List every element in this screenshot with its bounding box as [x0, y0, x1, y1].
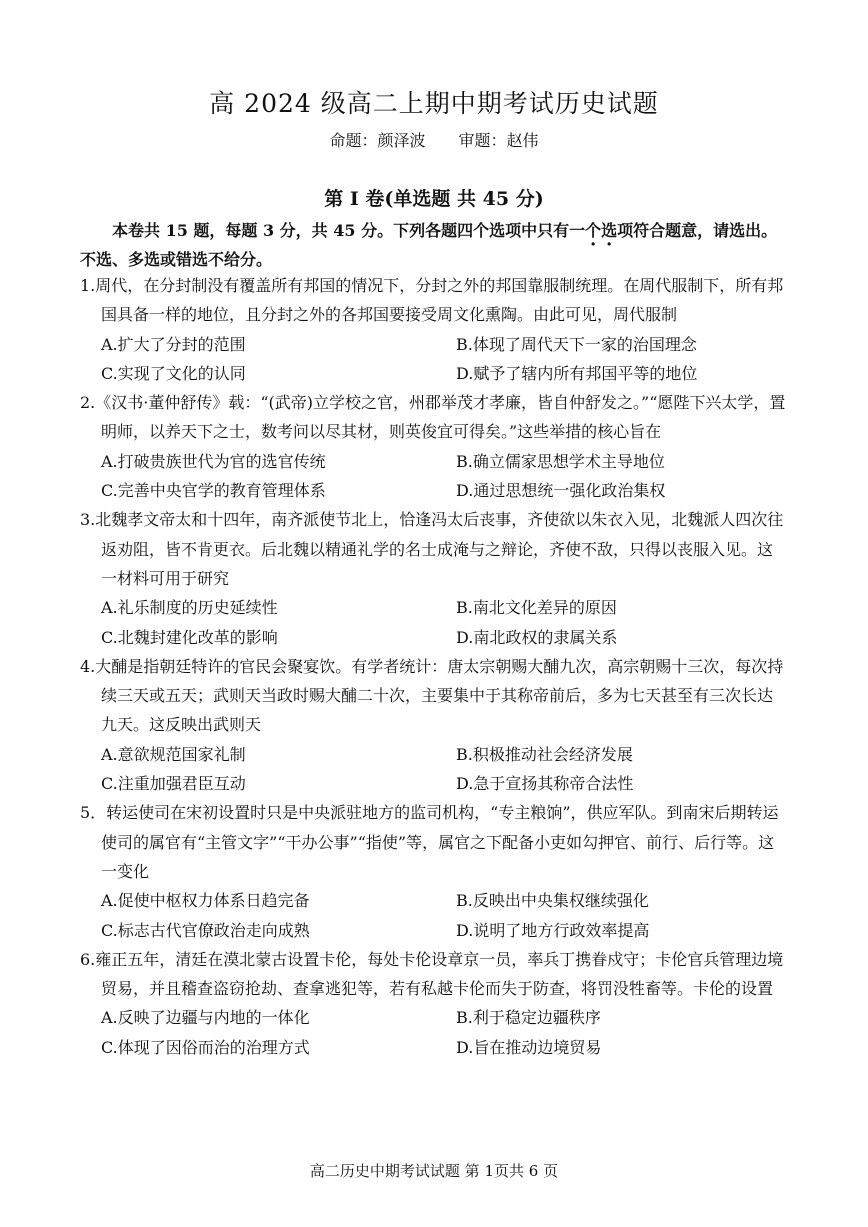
instructions-part1: 本卷共 15 题，每题 3 分，共 45 分。下列各题四个选项中只有	[112, 221, 570, 240]
option-b: B.南北文化差异的原因	[456, 598, 617, 618]
option-d: D.旨在推动边境贸易	[456, 1037, 602, 1057]
exam-title: 高 2024 级高二上期中期考试历史试题	[209, 89, 659, 118]
emphasis-char: 个	[585, 221, 602, 240]
question-stem: 4.大酺是指朝廷特许的官民会聚宴饮。有学者统计：唐太宗朝赐大酺九次，高宗朝赐十三次，每次持续三天或五天；武则天当政时赐大酺二十次，主要集中于其称帝前后，多为七天甚至有三次长达九天。这反映出武则天	[80, 656, 784, 735]
question-options	[80, 886, 788, 945]
option-d: D.说明了地方行政效率提高	[456, 920, 650, 940]
question-6	[80, 945, 788, 1062]
option-b: B.体现了周代天下一家的治国理念	[456, 334, 697, 354]
option-a: A.扩大了分封的范围	[101, 334, 246, 354]
question-options	[80, 1003, 788, 1062]
emphasis-char: 一	[569, 221, 586, 240]
page-footer: 高二历史中期考试试题 第 1页共 6 页	[309, 1162, 559, 1180]
author-line	[0, 128, 868, 151]
section-instructions	[80, 216, 788, 274]
question-4	[80, 652, 788, 798]
question-2	[80, 388, 788, 505]
option-a: A.促使中枢权力体系日趋完备	[101, 891, 310, 911]
option-b: B.反映出中央集权继续强化	[456, 891, 649, 911]
instructions-part2: 选项符合题意，请选出。不选、多选或错选不给分。	[80, 221, 778, 269]
option-c: C.体现了因俗而治的治理方式	[101, 1037, 310, 1057]
question-options	[80, 740, 788, 799]
option-c: C.标志古代官僚政治走向成熟	[101, 920, 310, 940]
option-d: D.南北政权的隶属关系	[456, 627, 618, 647]
reviewer-label: 审题：赵伟	[458, 131, 539, 150]
option-b: B.积极推动社会经济发展	[456, 744, 633, 764]
question-stem: 3.北魏孝文帝太和十四年，南齐派使节北上，恰逢冯太后丧事，齐使欲以朱衣入见，北魏派人四次往返劝阻，皆不肯更衣。后北魏以精通礼学的名士成淹与之辩论，齐使不敌，只得以丧服入见。这一材料可用于研究	[80, 510, 784, 588]
option-a: A.反映了边疆与内地的一体化	[101, 1008, 310, 1028]
question-stem: 2.《汉书·董仲舒传》载：“(武帝)立学校之官，州郡举茂才孝廉，皆自仲舒发之。”“愿陛下兴太学，置明师，以养天下之士，数考问以尽其材，则英俊宜可得矣。”这些举措的核心旨在	[80, 393, 786, 442]
option-d: D.通过思想统一强化政治集权	[456, 481, 666, 501]
question-5	[80, 798, 788, 944]
option-a: A.意欲规范国家礼制	[101, 744, 246, 764]
option-c: C.北魏封建化改革的影响	[101, 627, 278, 647]
option-d: D.急于宣扬其称帝合法性	[456, 774, 634, 794]
question-options	[80, 330, 788, 389]
option-b: B.确立儒家思想学术主导地位	[456, 451, 665, 471]
option-c: C.注重加强君臣互动	[101, 774, 246, 794]
question-list	[80, 271, 788, 1062]
option-b: B.利于稳定边疆秩序	[456, 1008, 601, 1028]
option-a: A.打破贵族世代为官的选官传统	[101, 451, 326, 471]
instructions-emphasis	[569, 221, 601, 240]
option-d: D.赋予了辖内所有邦国平等的地位	[456, 363, 698, 383]
question-stem: 5．转运使司在宋初设置时只是中央派驻地方的监司机构，“专主粮饷”，供应军队。到南宋后期转运使司的属官有“主管文字”“干办公事”“指使”等，属官之下配备小吏如勾押官、前行、后行等。这一变化	[80, 803, 779, 881]
question-3	[80, 505, 788, 651]
section-title: 第 I 卷(单选题 共 45 分)	[324, 188, 544, 210]
option-c: C.实现了文化的认同	[101, 363, 246, 383]
option-c: C.完善中央官学的教育管理体系	[101, 481, 326, 501]
question-stem: 6.雍正五年，清廷在漠北蒙古设置卡伦，每处卡伦设章京一员，率兵丁携眷戍守；卡伦官兵管理边境贸易，并且稽查盗窃抢劫、查拿逃犯等，若有私越卡伦而失于防查，将罚没牲畜等。卡伦的设置	[80, 949, 784, 999]
question-options	[80, 447, 788, 506]
question-stem: 1.周代，在分封制没有覆盖所有邦国的情况下，分封之外的邦国靠服制统理。在周代服制下，所有邦国具备一样的地位，且分封之外的各邦国要接受周文化熏陶。由此可见，周代服制	[80, 276, 784, 325]
author-label: 命题：颜泽波	[329, 131, 426, 150]
question-options	[80, 593, 788, 652]
question-1	[80, 271, 788, 388]
option-a: A.礼乐制度的历史延续性	[101, 598, 278, 618]
